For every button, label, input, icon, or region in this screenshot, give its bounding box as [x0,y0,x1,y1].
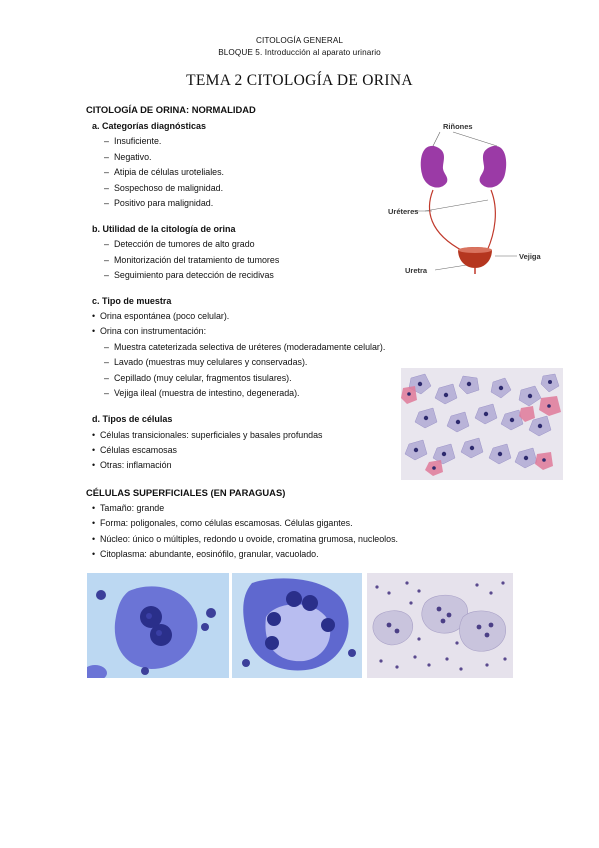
kidneys-label: Riñones [443,122,473,131]
list-item: – Sospechoso de malignidad. [104,183,224,193]
list-item: • Orina con instrumentación: [92,326,207,336]
urethra-label: Uretra [405,266,428,275]
ureters-label: Uréteres [388,207,419,216]
list-item: – Negativo. [104,152,152,162]
list-item: – Insuficiente. [104,136,162,146]
list-item: • Citoplasma: abundante, eosinófilo, granular, vacuolado. [92,549,319,559]
right-kidney [480,146,507,188]
urinary-tract-diagram [385,118,560,286]
subheading-tipo-muestra: c. Tipo de muestra [92,296,172,306]
list-item: – Monitorización del tratamiento de tumores [104,255,280,265]
superficial-cell-micrograph-3 [367,573,513,678]
list-item: • Células transicionales: superficiales y basales profundas [92,430,323,440]
list-item: • Células escamosas [92,445,177,455]
section-heading-superficiales: CÉLULAS SUPERFICIALES (EN PARAGUAS) [86,487,286,498]
list-item: • Otras: inflamación [92,460,172,470]
subheading-tipos-celulas: d. Tipos de células [92,414,173,424]
left-kidney [421,146,448,188]
page-title: TEMA 2 CITOLOGÍA DE ORINA [186,72,413,89]
running-header-line2: BLOQUE 5. Introducción al aparato urinario [218,48,381,57]
list-item: – Atipia de células uroteliales. [104,167,225,177]
list-item: – Detección de tumores de alto grado [104,239,255,249]
bladder-label: Vejiga [519,252,541,261]
list-item: • Forma: poligonales, como células escamosas. Células gigantes. [92,518,353,528]
running-header-line1: CITOLOGÍA GENERAL [255,36,344,45]
list-item: – Muestra cateterizada selectiva de uréteres (moderadamente celular). [104,342,386,352]
subheading-utilidad: b. Utilidad de la citología de orina [92,224,236,234]
section-heading-normalidad: CITOLOGÍA DE ORINA: NORMALIDAD [86,104,256,115]
list-item: • Núcleo: único o múltiples, redondo u ovoide, cromatina grumosa, nucleolos. [92,534,398,544]
subheading-categorias: a. Categorías diagnósticas [92,121,207,131]
list-item: – Positivo para malignidad. [104,198,214,208]
list-item: – Seguimiento para detección de recidivas [104,270,274,280]
list-item: • Orina espontánea (poco celular). [92,311,230,321]
superficial-cell-micrograph-1 [87,573,229,678]
list-item: – Cepillado (muy celular, fragmentos tisulares). [104,373,292,383]
urine-cytology-micrograph [401,368,563,480]
superficial-cell-micrograph-2 [232,573,362,678]
list-item: – Lavado (muestras muy celulares y conservadas). [104,357,308,367]
left-ureter [429,190,463,251]
list-item: • Tamaño: grande [92,503,165,513]
list-item: – Vejiga ileal (muestra de intestino, degenerada). [104,388,300,398]
right-ureter [487,190,495,251]
